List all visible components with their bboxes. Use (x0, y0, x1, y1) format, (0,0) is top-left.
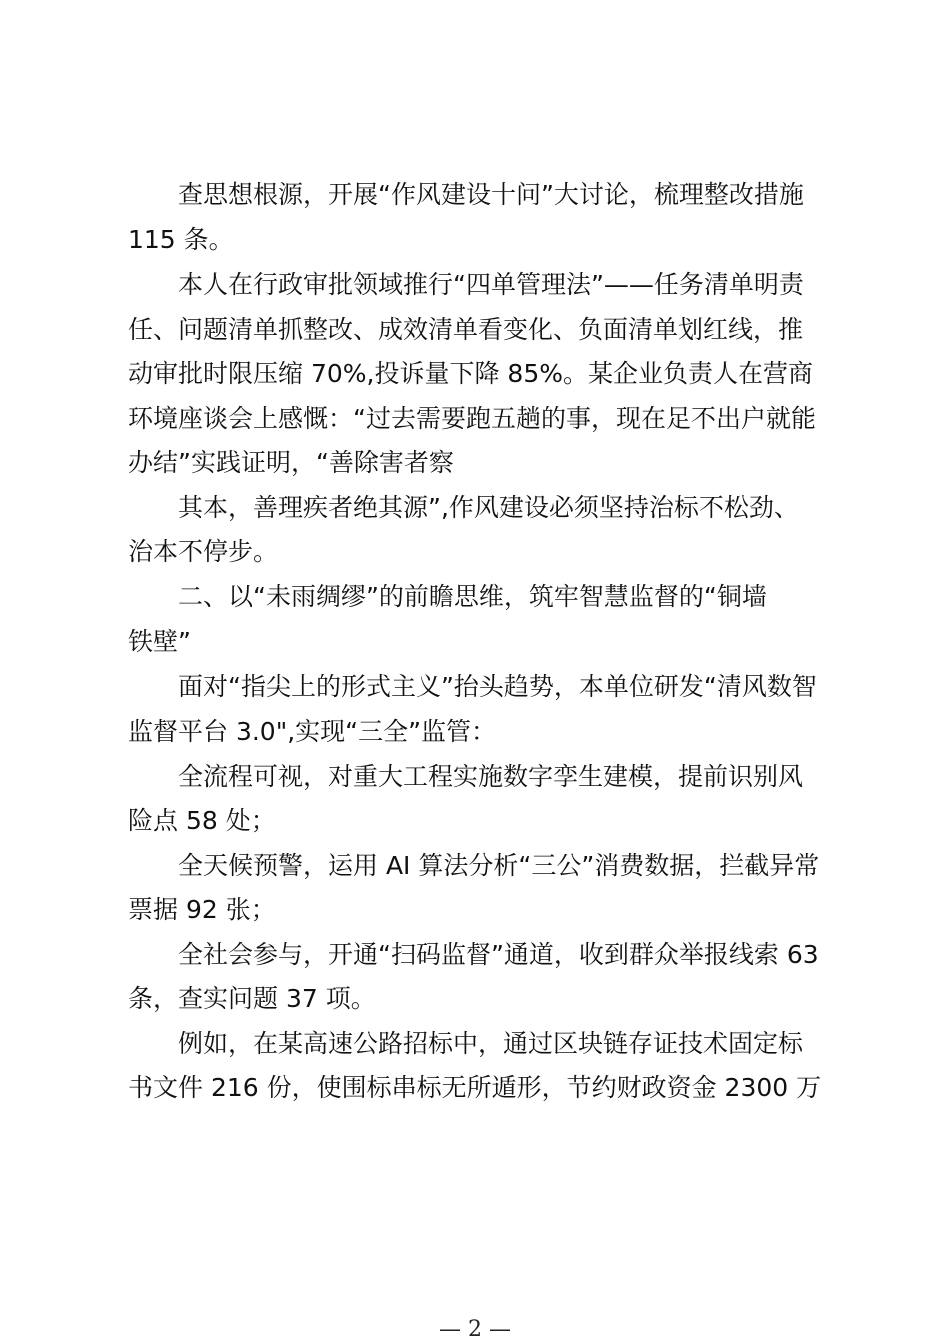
text-line: 例如，在某高速公路招标中，通过区块链存证技术固定标 (178, 1029, 804, 1058)
text-line: 票据 92 张； (128, 895, 276, 924)
text-line: 本人在行政审批领域推行“四单管理法”——任务清单明责 (178, 270, 804, 299)
text-line: 动审批时限压缩 70%,投诉量下降 85%。某企业负责人在营商 (128, 359, 813, 388)
text-line: 查思想根源，开展“作风建设十问”大讨论，梳理整改措施 (178, 180, 804, 209)
page-number: — 2 — (439, 1317, 511, 1342)
text-line: 监督平台 3.0",实现“三全”监管： (128, 717, 497, 746)
text-line: 面对“指尖上的形式主义”抬头趋势，本单位研发“清风数智 (178, 672, 817, 701)
text-line: 险点 58 处； (128, 806, 276, 835)
text-line: 环境座谈会上感慨：“过去需要跑五趟的事，现在足不出户就能 (128, 404, 816, 433)
section-heading: 二、以“未雨绸缪”的前瞻思维，筑牢智慧监督的“铜墙 (178, 582, 767, 611)
text-line: 办结”实践证明，“善除害者察 (128, 448, 454, 477)
text-line: 书文件 216 份，使围标串标无所遁形，节约财政资金 2300 万 (128, 1073, 822, 1102)
text-line: 任、问题清单抓整改、成效清单看变化、负面清单划红线，推 (128, 315, 804, 344)
text-line: 全流程可视，对重大工程实施数字孪生建模，提前识别风 (178, 762, 804, 791)
text-line: 治本不停步。 (128, 537, 279, 566)
text-line: 条，查实问题 37 项。 (128, 984, 376, 1013)
text-line: 115 条。 (128, 225, 234, 254)
text-line: 全天候预警，运用 AI 算法分析“三公”消费数据，拦截异常 (178, 851, 820, 880)
text-line: 全社会参与，开通“扫码监督”通道，收到群众举报线索 63 (178, 940, 819, 969)
section-heading: 铁壁” (128, 627, 191, 656)
text-line: 其本，善理疾者绝其源”,作风建设必须坚持治标不松劲、 (178, 493, 799, 522)
